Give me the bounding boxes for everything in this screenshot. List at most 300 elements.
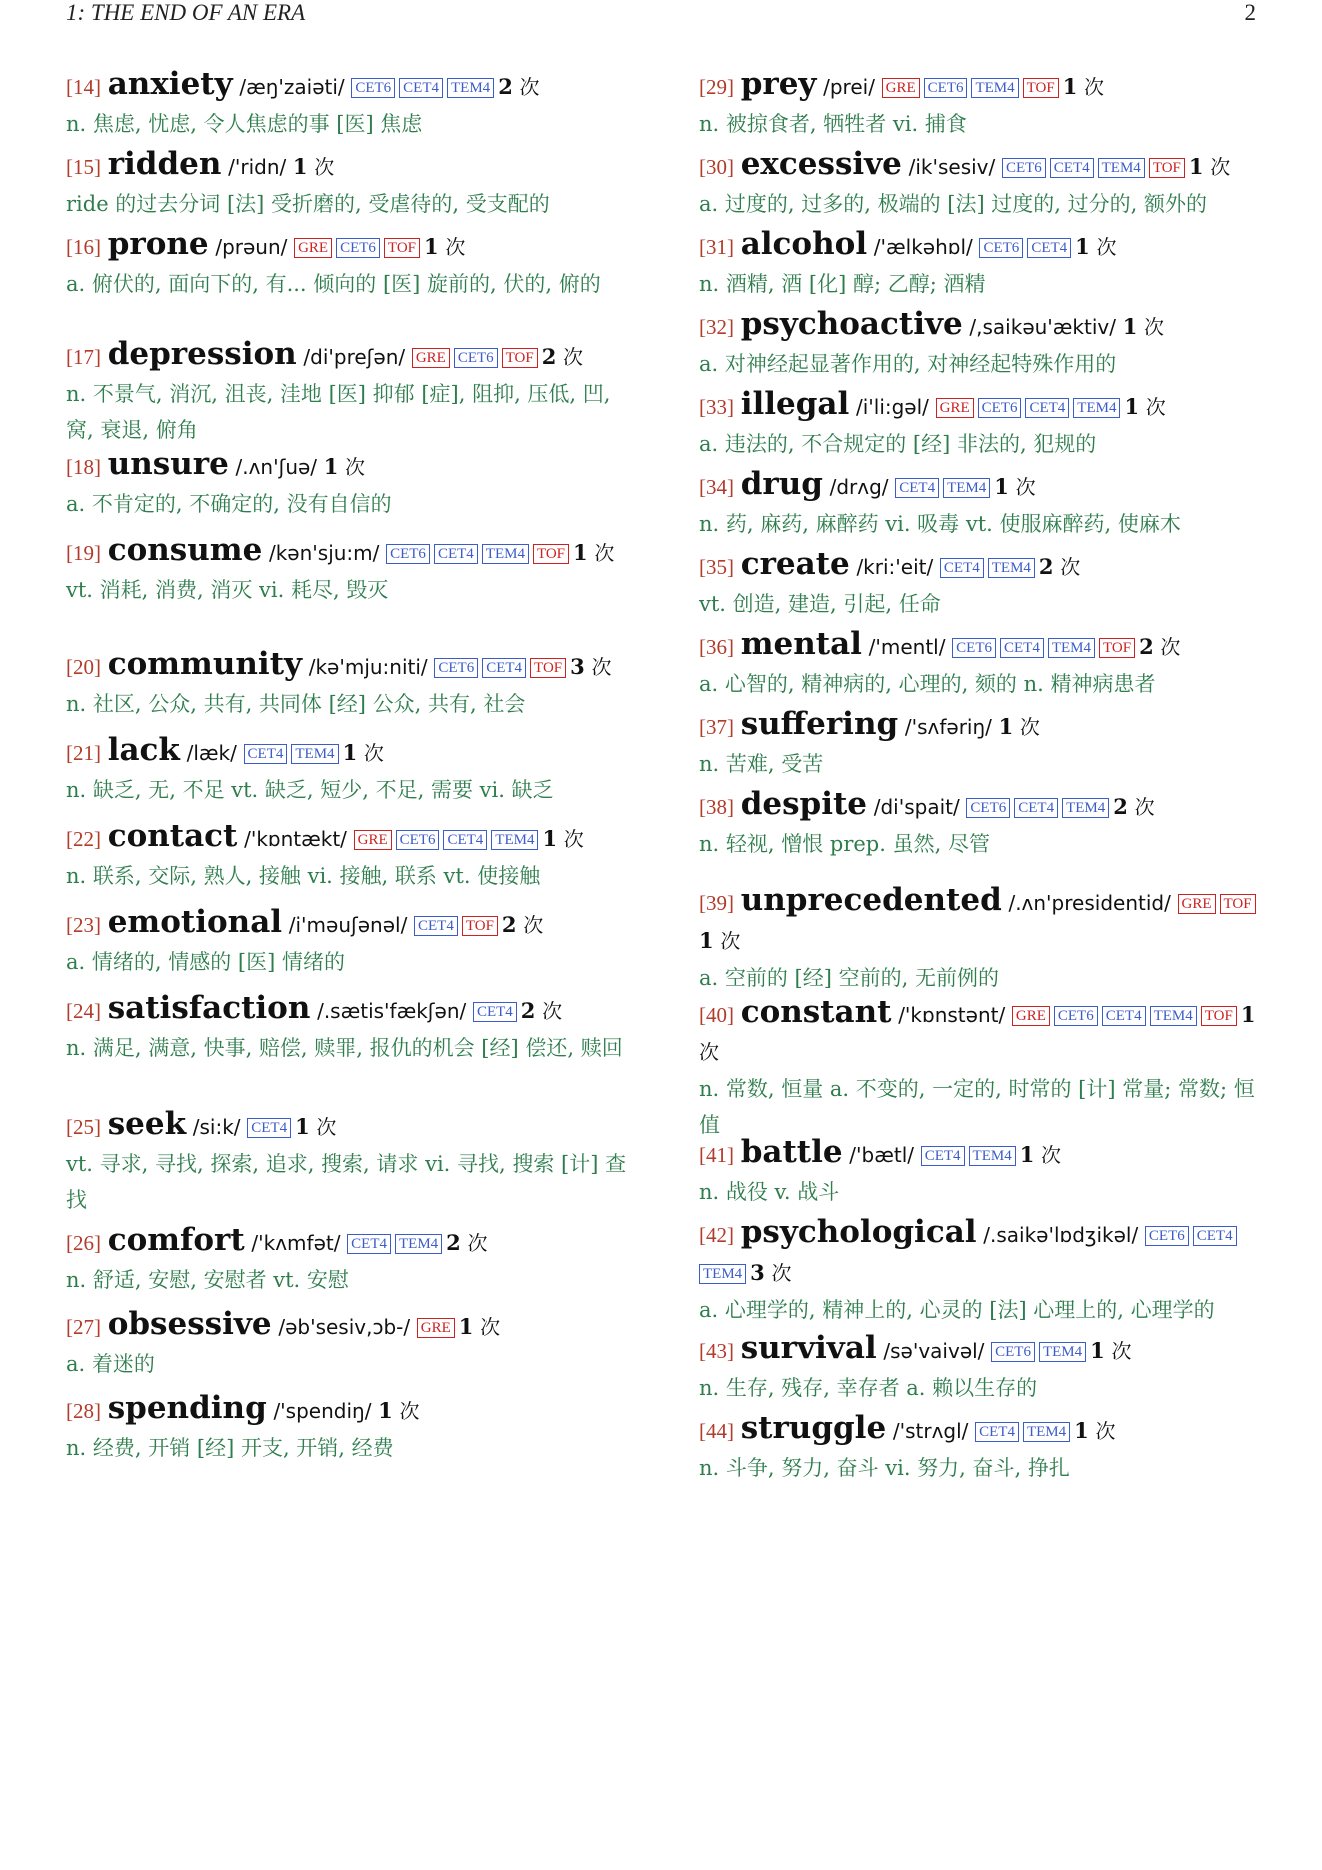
exam-tag-badge: TOF <box>502 348 538 368</box>
page-number: 2 <box>1244 0 1256 25</box>
count-unit: 次 <box>591 655 612 679</box>
exam-tag-badge: GRE <box>354 830 392 850</box>
phonetic: /drʌg/ <box>829 475 889 499</box>
exam-tag-badge: CET4 <box>443 830 487 850</box>
headword: struggle <box>740 1410 887 1446</box>
entry-headline <box>66 732 641 772</box>
exam-tag-badge: CET4 <box>247 1118 291 1138</box>
vocab-entry <box>66 336 641 448</box>
exam-tag-badge: CET6 <box>454 348 498 368</box>
entry-headline <box>66 66 641 106</box>
definition: n. 生存, 残存, 幸存者 a. 赖以生存的 <box>699 1376 1038 1400</box>
count-unit: 次 <box>480 1315 501 1339</box>
exam-tag-badge: GRE <box>882 78 920 98</box>
occurrence-count: 1 <box>342 740 358 765</box>
vocab-entry <box>66 732 641 808</box>
vocab-entry <box>66 990 641 1066</box>
count-unit: 次 <box>1060 555 1081 579</box>
headword: mental <box>740 626 862 662</box>
exam-tag-badge: CET6 <box>434 658 478 678</box>
exam-tag-badge: CET4 <box>1014 798 1058 818</box>
definition: a. 对神经起显著作用的, 对神经起特殊作用的 <box>699 352 1117 376</box>
definition: a. 俯伏的, 面向下的, 有... 倾向的 [医] 旋前的, 伏的, 俯的 <box>66 272 601 296</box>
count-unit: 次 <box>1111 1339 1132 1363</box>
headword: unprecedented <box>740 882 1002 918</box>
vocab-entry <box>66 146 641 222</box>
entry-headline <box>66 336 641 376</box>
occurrence-count: 2 <box>1113 794 1128 819</box>
count-unit: 次 <box>467 1231 488 1255</box>
entry-headline <box>699 66 1271 106</box>
exam-tag-badge: TEM4 <box>969 1146 1016 1166</box>
occurrence-count: 1 <box>292 154 308 179</box>
definition: a. 情绪的, 情感的 [医] 情绪的 <box>66 950 345 974</box>
exam-tag-badge: CET4 <box>244 744 288 764</box>
count-unit: 次 <box>363 741 384 765</box>
entry-headline <box>699 994 1271 1071</box>
entry-headline <box>699 226 1271 266</box>
entry-headline <box>66 990 641 1030</box>
headword: create <box>740 546 850 582</box>
vocab-entry <box>66 66 641 142</box>
page-header <box>66 0 1256 28</box>
occurrence-count: 1 <box>1122 314 1138 339</box>
phonetic: /'ridn/ <box>228 155 287 179</box>
occurrence-count: 1 <box>1062 74 1078 99</box>
exam-tag-badge: TEM4 <box>943 478 990 498</box>
headword: lack <box>107 732 180 768</box>
definition: ride 的过去分词 [法] 受折磨的, 受虐待的, 受支配的 <box>66 192 550 216</box>
entry-headline <box>699 466 1271 506</box>
exam-tag-badge: CET4 <box>1193 1226 1237 1246</box>
exam-tag-badge: GRE <box>412 348 450 368</box>
count-unit: 次 <box>1084 75 1105 99</box>
headword: illegal <box>740 386 850 422</box>
occurrence-count: 1 <box>1188 154 1204 179</box>
count-unit: 次 <box>542 999 563 1023</box>
entry-number: [19] <box>66 541 101 565</box>
entry-number: [30] <box>699 155 734 179</box>
entry-number: [21] <box>66 741 101 765</box>
definition: n. 苦难, 受苦 <box>699 752 824 776</box>
occurrence-count: 1 <box>1075 234 1090 259</box>
headword: anxiety <box>107 66 233 102</box>
vocab-entry <box>66 904 641 980</box>
definition: a. 着迷的 <box>66 1352 155 1376</box>
vocab-entry <box>66 1306 641 1382</box>
exam-tag-badge: CET6 <box>336 238 380 258</box>
entry-headline <box>66 818 641 858</box>
exam-tag-badge: CET6 <box>952 638 996 658</box>
phonetic: /prei/ <box>823 75 875 99</box>
exam-tag-badge: CET4 <box>1027 238 1071 258</box>
phonetic: /'spendiŋ/ <box>273 1399 372 1423</box>
exam-tag-badge: CET4 <box>473 1002 517 1022</box>
exam-tag-badge: CET4 <box>975 1422 1019 1442</box>
occurrence-count: 1 <box>1019 1142 1035 1167</box>
exam-tag-badge: GRE <box>1178 894 1216 914</box>
entry-headline <box>66 532 641 572</box>
entry-headline <box>66 1306 641 1346</box>
exam-tag-badge: TOF <box>462 916 498 936</box>
exam-tag-badge: CET4 <box>921 1146 965 1166</box>
exam-tag-badge: TOF <box>533 544 569 564</box>
count-unit: 次 <box>523 913 544 937</box>
count-unit: 次 <box>1160 635 1181 659</box>
entry-headline <box>699 546 1271 586</box>
occurrence-count: 1 <box>994 474 1009 499</box>
count-unit: 次 <box>1041 1143 1062 1167</box>
phonetic: /.ʌn'ʃuə/ <box>235 455 318 479</box>
exam-tag-badge: CET4 <box>1050 158 1094 178</box>
entry-headline <box>699 146 1271 186</box>
headword: suffering <box>740 706 899 742</box>
exam-tag-badge: CET6 <box>979 238 1023 258</box>
count-unit: 次 <box>1019 715 1040 739</box>
phonetic: /'kʌmfət/ <box>251 1231 341 1255</box>
entry-number: [36] <box>699 635 734 659</box>
occurrence-count: 1 <box>573 540 588 565</box>
phonetic: /kən'sju:m/ <box>268 541 380 565</box>
occurrence-count: 1 <box>323 454 339 479</box>
occurrence-count: 1 <box>1124 394 1140 419</box>
headword: psychoactive <box>740 306 963 342</box>
vocab-entry <box>66 646 641 722</box>
definition: n. 药, 麻药, 麻醉药 vi. 吸毒 vt. 使服麻醉药, 使麻木 <box>699 512 1181 536</box>
entry-headline <box>699 1214 1271 1292</box>
vocab-entry <box>66 1390 641 1466</box>
exam-tag-badge: TOF <box>1149 158 1185 178</box>
entry-headline <box>66 226 641 266</box>
exam-tag-badge: TEM4 <box>1150 1006 1197 1026</box>
headword: consume <box>107 532 263 568</box>
definition: a. 心智的, 精神病的, 心理的, 颏的 n. 精神病患者 <box>699 672 1156 696</box>
definition: n. 斗争, 努力, 奋斗 vi. 努力, 奋斗, 挣扎 <box>699 1456 1070 1480</box>
entry-number: [39] <box>699 891 734 915</box>
vocab-entry <box>699 66 1271 142</box>
headword: drug <box>740 466 823 502</box>
vocab-entry <box>66 1106 641 1218</box>
entry-number: [43] <box>699 1339 734 1363</box>
entry-number: [28] <box>66 1399 101 1423</box>
headword: survival <box>740 1330 877 1366</box>
phonetic: /'bætl/ <box>849 1143 914 1167</box>
exam-tag-badge: TEM4 <box>491 830 538 850</box>
vocab-entry <box>699 882 1271 996</box>
exam-tag-badge: CET4 <box>414 916 458 936</box>
vocab-entry <box>699 226 1271 302</box>
phonetic: /'mentl/ <box>868 635 946 659</box>
exam-tag-badge: TEM4 <box>699 1264 746 1284</box>
entry-number: [31] <box>699 235 734 259</box>
headword: prey <box>740 66 817 102</box>
exam-tag-badge: TEM4 <box>1098 158 1145 178</box>
occurrence-count: 3 <box>570 654 585 679</box>
count-unit: 次 <box>1145 395 1166 419</box>
entry-headline <box>66 904 641 944</box>
headword: despite <box>740 786 868 822</box>
definition: n. 联系, 交际, 熟人, 接触 vi. 接触, 联系 vt. 使接触 <box>66 864 541 888</box>
exam-tag-badge: TOF <box>1201 1006 1237 1026</box>
entry-number: [25] <box>66 1115 101 1139</box>
exam-tag-badge: TEM4 <box>1073 398 1120 418</box>
occurrence-count: 1 <box>542 826 558 851</box>
count-unit: 次 <box>445 235 466 259</box>
occurrence-count: 2 <box>1038 554 1054 579</box>
vocab-entry <box>699 1214 1271 1328</box>
phonetic: /'kɒnstənt/ <box>898 1003 1006 1027</box>
exam-tag-badge: TOF <box>1023 78 1059 98</box>
entry-number: [15] <box>66 155 101 179</box>
count-unit: 次 <box>399 1399 420 1423</box>
phonetic: /di'spait/ <box>873 795 960 819</box>
phonetic: /prəun/ <box>215 235 288 259</box>
exam-tag-badge: TEM4 <box>1039 1342 1086 1362</box>
definition: n. 满足, 满意, 快事, 赔偿, 赎罪, 报仇的机会 [经] 偿还, 赎回 <box>66 1036 623 1060</box>
occurrence-count: 2 <box>520 998 536 1023</box>
headword: satisfaction <box>107 990 311 1026</box>
phonetic: /kə'mju:niti/ <box>308 655 428 679</box>
vocab-entry <box>699 626 1271 702</box>
occurrence-count: 2 <box>541 344 557 369</box>
count-unit: 次 <box>1134 795 1155 819</box>
entry-headline <box>66 146 641 186</box>
exam-tag-badge: GRE <box>1012 1006 1050 1026</box>
phonetic: /sə'vaivəl/ <box>883 1339 985 1363</box>
vocab-entry <box>699 386 1271 462</box>
exam-tag-badge: TOF <box>1220 894 1256 914</box>
phonetic: /'kɒntækt/ <box>244 827 347 851</box>
definition: n. 常数, 恒量 a. 不变的, 一定的, 时常的 [计] 常量; 常数; 恒值 <box>699 1077 1255 1137</box>
headword: obsessive <box>107 1306 272 1342</box>
exam-tag-badge: CET4 <box>940 558 984 578</box>
entry-headline <box>699 882 1271 960</box>
count-unit: 次 <box>720 929 741 953</box>
count-unit: 次 <box>1095 1419 1116 1443</box>
headword: comfort <box>107 1222 245 1258</box>
entry-number: [32] <box>699 315 734 339</box>
entry-headline <box>699 706 1271 746</box>
headword: excessive <box>740 146 902 182</box>
vocab-entry <box>699 994 1271 1143</box>
entry-headline <box>699 1330 1271 1370</box>
exam-tag-badge: TEM4 <box>988 558 1035 578</box>
phonetic: /.saikə'lɒdʒikəl/ <box>983 1223 1139 1247</box>
entry-number: [16] <box>66 235 101 259</box>
headword: battle <box>740 1134 843 1170</box>
vocab-entry <box>66 532 641 608</box>
headword: spending <box>107 1390 267 1426</box>
headword: unsure <box>107 446 229 482</box>
headword: depression <box>107 336 297 372</box>
exam-tag-badge: TOF <box>384 238 420 258</box>
exam-tag-badge: CET4 <box>1025 398 1069 418</box>
count-unit: 次 <box>316 1115 337 1139</box>
count-unit: 次 <box>314 155 335 179</box>
count-unit: 次 <box>1144 315 1164 339</box>
exam-tag-badge: TOF <box>1099 638 1135 658</box>
entry-headline <box>66 1222 641 1262</box>
exam-tag-badge: CET6 <box>1145 1226 1189 1246</box>
vocab-entry <box>699 146 1271 222</box>
exam-tag-badge: TEM4 <box>1048 638 1095 658</box>
exam-tag-badge: GRE <box>294 238 332 258</box>
count-unit: 次 <box>563 827 584 851</box>
vocab-entry <box>699 1330 1271 1406</box>
definition: a. 心理学的, 精神上的, 心灵的 [法] 心理上的, 心理学的 <box>699 1298 1215 1322</box>
entry-number: [29] <box>699 75 734 99</box>
occurrence-count: 1 <box>1074 1418 1089 1443</box>
entry-number: [22] <box>66 827 101 851</box>
headword: seek <box>107 1106 187 1142</box>
count-unit: 次 <box>1015 475 1036 499</box>
chapter-title: 1: THE END OF AN ERA <box>66 0 306 25</box>
entry-number: [34] <box>699 475 734 499</box>
exam-tag-badge: TEM4 <box>447 78 494 98</box>
entry-number: [42] <box>699 1223 734 1247</box>
entry-headline <box>699 386 1271 426</box>
phonetic: /.sætis'fækʃən/ <box>317 999 467 1023</box>
occurrence-count: 2 <box>498 74 513 99</box>
entry-headline <box>699 306 1271 346</box>
entry-number: [27] <box>66 1315 101 1339</box>
exam-tag-badge: TOF <box>530 658 566 678</box>
occurrence-count: 2 <box>1139 634 1154 659</box>
vocab-entry <box>699 306 1271 382</box>
entry-number: [38] <box>699 795 734 819</box>
phonetic: /i'məuʃənəl/ <box>288 913 408 937</box>
entry-number: [24] <box>66 999 101 1023</box>
count-unit: 次 <box>771 1261 792 1285</box>
entry-headline <box>66 646 641 686</box>
count-unit: 次 <box>699 1040 719 1064</box>
definition: vt. 寻求, 寻找, 探索, 追求, 搜索, 请求 vi. 寻找, 搜索 [计] 查找 <box>66 1152 627 1212</box>
phonetic: /'ælkəhɒl/ <box>873 235 973 259</box>
definition: n. 酒精, 酒 [化] 醇; 乙醇; 酒精 <box>699 272 986 296</box>
exam-tag-badge: CET6 <box>991 1342 1035 1362</box>
entry-headline <box>699 1134 1271 1174</box>
occurrence-count: 2 <box>446 1230 461 1255</box>
occurrence-count: 1 <box>699 928 714 953</box>
entry-number: [14] <box>66 75 101 99</box>
exam-tag-badge: CET4 <box>895 478 939 498</box>
exam-tag-badge: TEM4 <box>1062 798 1109 818</box>
occurrence-count: 2 <box>501 912 517 937</box>
occurrence-count: 3 <box>750 1260 765 1285</box>
exam-tag-badge: CET6 <box>351 78 395 98</box>
entry-headline <box>699 626 1271 666</box>
phonetic: /i'li:gəl/ <box>855 395 929 419</box>
definition: vt. 消耗, 消费, 消灭 vi. 耗尽, 毁灭 <box>66 578 389 602</box>
headword: alcohol <box>740 226 868 262</box>
exam-tag-badge: CET6 <box>978 398 1022 418</box>
entry-number: [44] <box>699 1419 734 1443</box>
definition: vt. 创造, 建造, 引起, 任命 <box>699 592 941 616</box>
exam-tag-badge: CET4 <box>482 658 526 678</box>
entry-number: [37] <box>699 715 734 739</box>
exam-tag-badge: CET6 <box>396 830 440 850</box>
exam-tag-badge: CET4 <box>399 78 443 98</box>
vocab-entry <box>699 1410 1271 1486</box>
entry-headline <box>66 1390 641 1430</box>
phonetic: /'sʌfəriŋ/ <box>904 715 992 739</box>
phonetic: /æŋ'zaiəti/ <box>239 75 345 99</box>
exam-tag-badge: GRE <box>417 1318 455 1338</box>
definition: a. 空前的 [经] 空前的, 无前例的 <box>699 966 999 990</box>
count-unit: 次 <box>594 541 615 565</box>
exam-tag-badge: CET6 <box>1002 158 1046 178</box>
vocab-entry <box>699 1134 1271 1210</box>
headword: ridden <box>107 146 222 182</box>
headword: psychological <box>740 1214 977 1250</box>
headword: constant <box>740 994 892 1030</box>
count-unit: 次 <box>1096 235 1117 259</box>
definition: n. 轻视, 憎恨 prep. 虽然, 尽管 <box>699 832 990 856</box>
exam-tag-badge: TEM4 <box>291 744 338 764</box>
entry-number: [40] <box>699 1003 734 1027</box>
definition: n. 不景气, 消沉, 沮丧, 洼地 [医] 抑郁 [症], 阻抑, 压低, 凹, 窝, 衰退, 俯角 <box>66 382 611 442</box>
definition: n. 缺乏, 无, 不足 vt. 缺乏, 短少, 不足, 需要 vi. 缺乏 <box>66 778 554 802</box>
exam-tag-badge: CET4 <box>347 1234 391 1254</box>
headword: prone <box>107 226 209 262</box>
entry-headline <box>66 446 641 486</box>
exam-tag-badge: CET4 <box>434 544 478 564</box>
phonetic: /læk/ <box>186 741 237 765</box>
definition: a. 过度的, 过多的, 极端的 [法] 过度的, 过分的, 额外的 <box>699 192 1208 216</box>
definition: n. 战役 v. 战斗 <box>699 1180 840 1204</box>
entry-number: [23] <box>66 913 101 937</box>
exam-tag-badge: CET6 <box>386 544 430 564</box>
vocab-entry <box>699 466 1271 542</box>
occurrence-count: 1 <box>424 234 439 259</box>
headword: community <box>107 646 303 682</box>
headword: emotional <box>107 904 283 940</box>
vocab-entry <box>66 226 641 302</box>
exam-tag-badge: TEM4 <box>395 1234 442 1254</box>
phonetic: /.ʌn'presidentid/ <box>1008 891 1171 915</box>
occurrence-count: 1 <box>295 1114 310 1139</box>
phonetic: /di'preʃən/ <box>303 345 406 369</box>
phonetic: /,saikəu'æktiv/ <box>969 315 1116 339</box>
definition: n. 焦虑, 忧虑, 令人焦虑的事 [医] 焦虑 <box>66 112 423 136</box>
count-unit: 次 <box>519 75 540 99</box>
entry-number: [26] <box>66 1231 101 1255</box>
entry-number: [35] <box>699 555 734 579</box>
occurrence-count: 1 <box>1240 1002 1256 1027</box>
definition: n. 被掠食者, 牺牲者 vi. 捕食 <box>699 112 967 136</box>
exam-tag-badge: CET6 <box>966 798 1010 818</box>
exam-tag-badge: CET4 <box>1000 638 1044 658</box>
exam-tag-badge: TEM4 <box>482 544 529 564</box>
vocab-entry <box>66 1222 641 1298</box>
entry-number: [20] <box>66 655 101 679</box>
entry-number: [33] <box>699 395 734 419</box>
definition: a. 违法的, 不合规定的 [经] 非法的, 犯规的 <box>699 432 1097 456</box>
phonetic: /əb'sesiv,ɔb-/ <box>278 1315 411 1339</box>
vocab-entry <box>699 706 1271 782</box>
count-unit: 次 <box>345 455 366 479</box>
entry-number: [17] <box>66 345 101 369</box>
entry-headline <box>66 1106 641 1146</box>
definition: n. 舒适, 安慰, 安慰者 vt. 安慰 <box>66 1268 349 1292</box>
phonetic: /si:k/ <box>192 1115 241 1139</box>
entry-number: [18] <box>66 455 101 479</box>
exam-tag-badge: CET4 <box>1102 1006 1146 1026</box>
count-unit: 次 <box>1210 155 1231 179</box>
occurrence-count: 1 <box>458 1314 474 1339</box>
phonetic: /'strʌgl/ <box>892 1419 969 1443</box>
vocab-entry <box>66 446 641 522</box>
